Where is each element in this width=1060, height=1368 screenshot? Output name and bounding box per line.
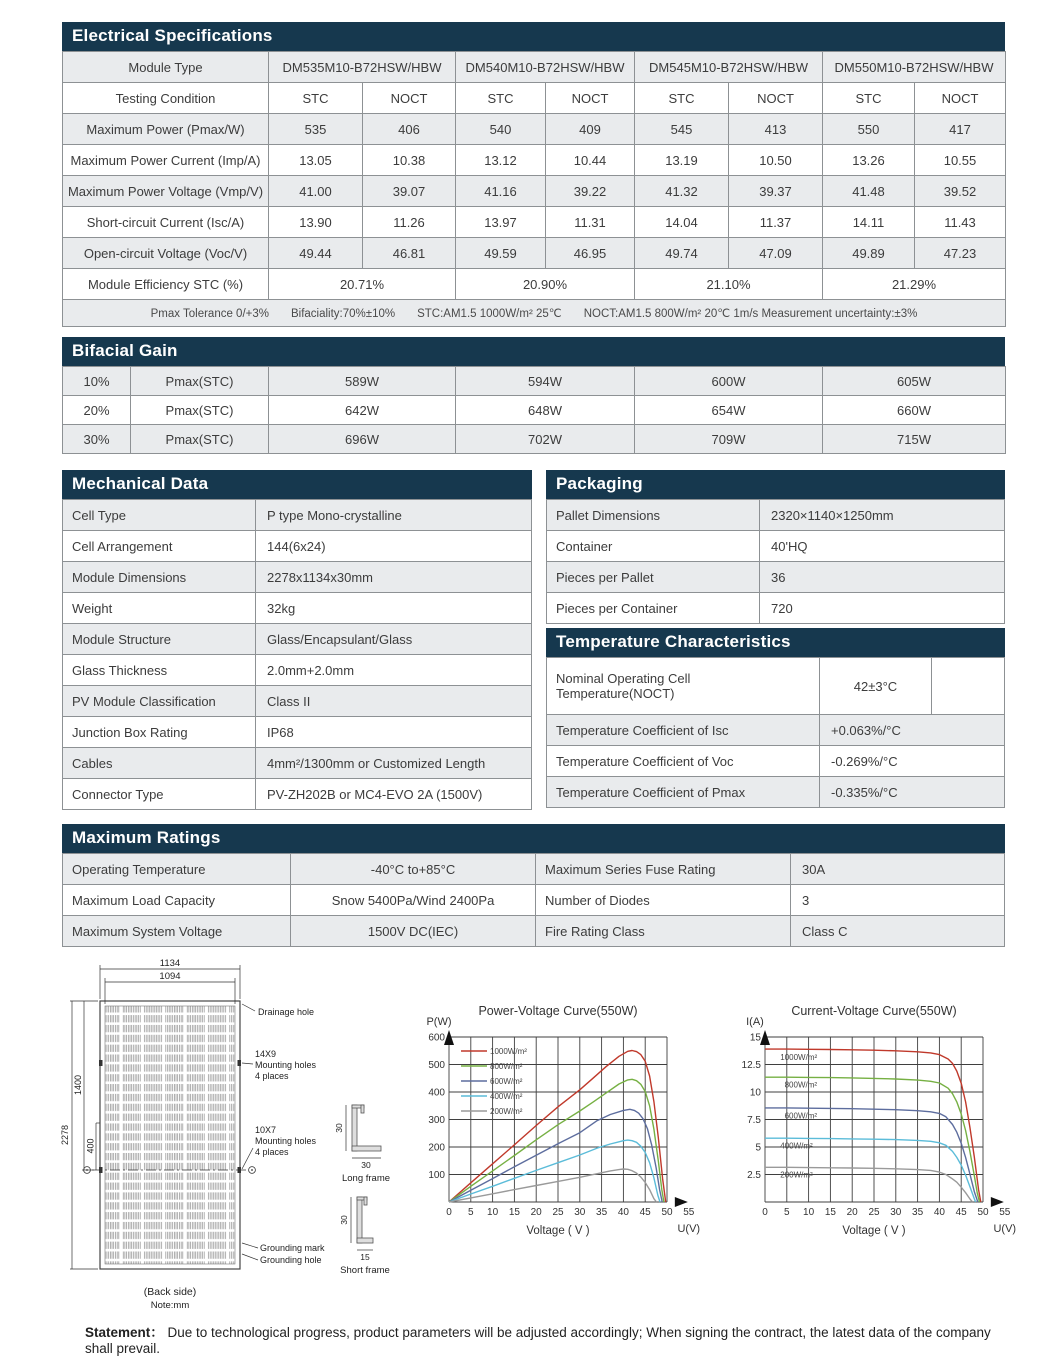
efficiency-value-cell: 20.71%: [269, 269, 456, 300]
footnote-segment: Bifaciality:70%±10%: [290, 308, 396, 320]
packaging-table: [546, 499, 1005, 624]
spec-value-cell: 10.50: [729, 145, 823, 176]
row-value: 144(6x24): [256, 531, 532, 562]
svg-text:600: 600: [428, 1032, 445, 1044]
packaging-section: [546, 470, 1005, 624]
gain-percent-cell: 20%: [63, 396, 131, 425]
svg-text:35: 35: [596, 1207, 608, 1218]
spec-value-cell: 14.04: [635, 207, 729, 238]
dim-height-outer: 2278: [60, 1124, 70, 1146]
svg-text:55: 55: [999, 1207, 1011, 1218]
svg-text:45: 45: [955, 1207, 967, 1218]
spec-value-cell: 10.55: [915, 145, 1006, 176]
noct-header-cell: NOCT: [363, 83, 456, 114]
noct-spacer: [932, 658, 1005, 715]
back-side-caption: (Back side): [143, 1286, 197, 1298]
spec-value-cell: 550: [823, 114, 915, 145]
bifacial-title: Bifacial Gain: [72, 341, 178, 360]
row-label: Weight: [63, 593, 256, 624]
row-value: 720: [760, 593, 1005, 624]
svg-text:200: 200: [428, 1142, 445, 1154]
row-value: 4mm²/1300mm or Customized Length: [256, 748, 532, 779]
row-value: -0.335%/°C: [820, 777, 1005, 808]
spec-value-cell: 13.19: [635, 145, 729, 176]
power-voltage-chart: [403, 1001, 715, 1251]
ratings-title-bar: [62, 824, 1005, 853]
mount2-line3: 4 places: [255, 1147, 289, 1157]
spec-value-cell: 14.11: [823, 207, 915, 238]
svg-text:40: 40: [617, 1207, 629, 1218]
gain-value-cell: 715W: [823, 425, 1006, 454]
row-value: 32kg: [256, 593, 532, 624]
module-type-cell: DM540M10-B72HSW/HBW: [456, 52, 635, 83]
dim-height-mid: 1400: [73, 1074, 83, 1096]
row-value: -0.269%/°C: [820, 746, 1005, 777]
gain-value-cell: 589W: [269, 367, 456, 396]
gain-label-cell: Pmax(STC): [131, 367, 269, 396]
spec-value-cell: 11.43: [915, 207, 1006, 238]
stc-header-cell: STC: [635, 83, 729, 114]
noct-header-cell: NOCT: [915, 83, 1006, 114]
svg-text:400W/m²: 400W/m²: [490, 1092, 523, 1101]
electrical-table: [62, 51, 1006, 327]
grounding-mark-label: Grounding mark: [260, 1243, 325, 1253]
row-label: Maximum System Voltage: [63, 916, 291, 947]
spec-value-cell: 13.90: [269, 207, 363, 238]
svg-text:40: 40: [933, 1207, 945, 1218]
spec-row-label: Maximum Power Current (Imp/A): [63, 145, 269, 176]
mid-columns: [62, 470, 1005, 810]
svg-text:Voltage ( V ): Voltage ( V ): [526, 1225, 590, 1237]
row-value: 2.0mm+2.0mm: [256, 655, 532, 686]
ratings-section: [62, 824, 1005, 947]
mechanical-title-bar: [62, 470, 532, 499]
svg-text:35: 35: [912, 1207, 924, 1218]
footnote-segment: NOCT:AM1.5 800W/m² 20℃ 1m/s Measurement uncertainty:±3%: [583, 308, 918, 320]
short-frame-height: 30: [339, 1215, 349, 1225]
svg-text:45: 45: [639, 1207, 651, 1218]
svg-text:Voltage ( V ): Voltage ( V ): [842, 1225, 906, 1237]
spec-value-cell: 417: [915, 114, 1006, 145]
row-value: P type Mono-crystalline: [256, 500, 532, 531]
row-label: Module Structure: [63, 624, 256, 655]
spec-value-cell: 49.44: [269, 238, 363, 269]
svg-text:U(V): U(V): [993, 1223, 1017, 1235]
row-label: Fire Rating Class: [536, 916, 791, 947]
gain-value-cell: 600W: [635, 367, 823, 396]
svg-text:800W/m²: 800W/m²: [490, 1062, 523, 1071]
svg-text:5: 5: [784, 1207, 790, 1218]
spec-row-label: Open-circuit Voltage (Voc/V): [63, 238, 269, 269]
spec-value-cell: 39.52: [915, 176, 1006, 207]
svg-text:50: 50: [661, 1207, 673, 1218]
row-label: Temperature Coefficient of Voc: [547, 746, 820, 777]
gain-value-cell: 642W: [269, 396, 456, 425]
mechanical-table: [62, 499, 532, 810]
spec-value-cell: 41.16: [456, 176, 546, 207]
curve-600W/m²: [765, 1108, 978, 1202]
ratings-title: Maximum Ratings: [72, 828, 221, 847]
svg-text:30: 30: [890, 1207, 902, 1218]
row-value: Snow 5400Pa/Wind 2400Pa: [291, 885, 536, 916]
spec-value-cell: 41.00: [269, 176, 363, 207]
temperature-section: [546, 628, 1005, 808]
bifacial-title-bar: [62, 337, 1005, 366]
row-value: 40'HQ: [760, 531, 1005, 562]
testing-condition-label: Testing Condition: [63, 83, 269, 114]
row-label: Connector Type: [63, 779, 256, 810]
mount1-line1: 14X9: [255, 1049, 277, 1059]
mount2-line2: Mounting holes: [255, 1136, 317, 1146]
row-label: Number of Diodes: [536, 885, 791, 916]
noct-label: Nominal Operating Cell Temperature(NOCT): [547, 658, 820, 715]
gain-label-cell: Pmax(STC): [131, 425, 269, 454]
row-value: +0.063%/°C: [820, 715, 1005, 746]
row-value: PV-ZH202B or MC4-EVO 2A (1500V): [256, 779, 532, 810]
gain-value-cell: 702W: [456, 425, 635, 454]
efficiency-value-cell: 21.29%: [823, 269, 1006, 300]
svg-text:25: 25: [868, 1207, 880, 1218]
spec-value-cell: 540: [456, 114, 546, 145]
panel-back-view: [84, 1001, 256, 1269]
left-dimension-lines: [70, 1001, 100, 1269]
svg-text:100: 100: [428, 1170, 445, 1181]
svg-text:400: 400: [428, 1087, 445, 1099]
svg-text:55: 55: [683, 1207, 695, 1218]
svg-text:10: 10: [487, 1207, 499, 1218]
gain-value-cell: 605W: [823, 367, 1006, 396]
noct-value: 42±3°C: [820, 658, 932, 715]
svg-text:10: 10: [749, 1087, 761, 1099]
footnote-segment: STC:AM1.5 1000W/m² 25℃: [417, 308, 562, 320]
pv-chart-wrap: [403, 1001, 715, 1256]
row-label: Maximum Load Capacity: [63, 885, 291, 916]
short-frame-label: Short frame: [340, 1265, 390, 1276]
efficiency-value-cell: 21.10%: [635, 269, 823, 300]
row-label: Junction Box Rating: [63, 717, 256, 748]
svg-text:U(V): U(V): [677, 1223, 701, 1235]
stc-header-cell: STC: [823, 83, 915, 114]
iv-chart-wrap: [715, 1001, 1037, 1256]
row-label: Temperature Coefficient of Isc: [547, 715, 820, 746]
temperature-title: Temperature Characteristics: [556, 632, 791, 651]
mount2-line1: 10X7: [255, 1125, 277, 1135]
spec-value-cell: 11.26: [363, 207, 456, 238]
spec-row-label: Short-circuit Current (Isc/A): [63, 207, 269, 238]
svg-text:P(W): P(W): [426, 1016, 452, 1028]
row-value: 3: [791, 885, 1005, 916]
gain-value-cell: 709W: [635, 425, 823, 454]
note-caption: Note:mm: [150, 1300, 190, 1311]
noct-header-cell: NOCT: [546, 83, 635, 114]
spec-value-cell: 11.31: [546, 207, 635, 238]
svg-text:600W/m²: 600W/m²: [490, 1077, 523, 1086]
row-label: Container: [547, 531, 760, 562]
grounding-hole-label: Grounding hole: [260, 1255, 322, 1265]
svg-text:5: 5: [468, 1207, 474, 1218]
spec-value-cell: 10.44: [546, 145, 635, 176]
gain-value-cell: 660W: [823, 396, 1006, 425]
long-frame-label: Long frame: [341, 1173, 391, 1184]
footnote-segment: Pmax Tolerance 0/+3%: [150, 308, 269, 320]
svg-text:Power-Voltage Curve(550W): Power-Voltage Curve(550W): [478, 1004, 638, 1018]
dim-width-outer: 1134: [159, 958, 181, 969]
statement-text: Due to technological progress, product parameters will be adjusted accordingly; When signing the contract, the latest data of the company shall prevail.: [85, 1325, 991, 1356]
row-value: Class II: [256, 686, 532, 717]
curve-600W/m²: [449, 1109, 662, 1202]
spec-value-cell: 49.89: [823, 238, 915, 269]
spec-value-cell: 409: [546, 114, 635, 145]
row-label: Maximum Series Fuse Rating: [536, 854, 791, 885]
gain-label-cell: Pmax(STC): [131, 396, 269, 425]
svg-text:10: 10: [803, 1207, 815, 1218]
row-label: Cell Type: [63, 500, 256, 531]
statement-label: Statement：: [85, 1325, 164, 1340]
svg-text:5: 5: [755, 1142, 761, 1154]
svg-text:20: 20: [846, 1207, 858, 1218]
svg-text:600W/m²: 600W/m²: [784, 1111, 818, 1121]
spec-value-cell: 41.32: [635, 176, 729, 207]
module-type-cell: DM550M10-B72HSW/HBW: [823, 52, 1006, 83]
svg-text:25: 25: [552, 1207, 564, 1218]
mechanical-title: Mechanical Data: [72, 474, 209, 493]
row-value: Class C: [791, 916, 1005, 947]
gain-value-cell: 594W: [456, 367, 635, 396]
short-frame-section: [339, 1197, 390, 1276]
row-value: 2320×1140×1250mm: [760, 500, 1005, 531]
drainage-hole-label: Drainage hole: [258, 1007, 315, 1017]
svg-text:500: 500: [428, 1060, 445, 1071]
row-value: Glass/Encapsulant/Glass: [256, 624, 532, 655]
mount1-line3: 4 places: [255, 1071, 289, 1081]
stc-header-cell: STC: [269, 83, 363, 114]
dim-width-inner: 1094: [159, 971, 181, 982]
module-type-cell: DM545M10-B72HSW/HBW: [635, 52, 823, 83]
row-value: IP68: [256, 717, 532, 748]
row-value: 2278x1134x30mm: [256, 562, 532, 593]
spec-value-cell: 41.48: [823, 176, 915, 207]
bifacial-table: [62, 366, 1006, 454]
row-label: Pieces per Pallet: [547, 562, 760, 593]
short-frame-width: 15: [360, 1252, 370, 1262]
current-voltage-chart: [715, 1001, 1037, 1251]
efficiency-value-cell: 20.90%: [456, 269, 635, 300]
gain-value-cell: 648W: [456, 396, 635, 425]
svg-text:15: 15: [824, 1207, 836, 1218]
long-frame-width: 30: [361, 1160, 371, 1170]
spec-value-cell: 47.23: [915, 238, 1006, 269]
svg-text:800W/m²: 800W/m²: [784, 1080, 818, 1090]
svg-text:0: 0: [762, 1207, 768, 1218]
mount1-line2: Mounting holes: [255, 1060, 317, 1070]
row-label: Module Dimensions: [63, 562, 256, 593]
svg-text:0: 0: [446, 1207, 452, 1218]
long-frame-section: [334, 1105, 390, 1184]
row-value: 36: [760, 562, 1005, 593]
spec-value-cell: 535: [269, 114, 363, 145]
spec-value-cell: 413: [729, 114, 823, 145]
statement: [85, 1321, 1010, 1356]
stc-header-cell: STC: [456, 83, 546, 114]
packaging-title-bar: [546, 470, 1005, 499]
spec-value-cell: 13.05: [269, 145, 363, 176]
spec-value-cell: 13.26: [823, 145, 915, 176]
row-value: -40°C to+85°C: [291, 854, 536, 885]
row-value: 1500V DC(IEC): [291, 916, 536, 947]
svg-text:1000W/m²: 1000W/m²: [780, 1053, 818, 1063]
gain-value-cell: 696W: [269, 425, 456, 454]
long-frame-height: 30: [334, 1123, 344, 1133]
svg-text:20: 20: [530, 1207, 542, 1218]
electrical-title: Electrical Specifications: [72, 26, 273, 45]
row-label: Cell Arrangement: [63, 531, 256, 562]
svg-text:1000W/m²: 1000W/m²: [490, 1047, 527, 1056]
svg-text:300: 300: [428, 1115, 445, 1126]
spec-value-cell: 11.37: [729, 207, 823, 238]
module-drawing: [58, 955, 403, 1317]
electrical-section: [62, 22, 1005, 327]
spec-value-cell: 13.12: [456, 145, 546, 176]
row-label: Operating Temperature: [63, 854, 291, 885]
row-value: 30A: [791, 854, 1005, 885]
ratings-table: [62, 853, 1005, 947]
svg-text:200W/m²: 200W/m²: [780, 1170, 813, 1180]
packaging-title: Packaging: [556, 474, 643, 493]
spec-value-cell: 39.22: [546, 176, 635, 207]
spec-value-cell: 39.07: [363, 176, 456, 207]
svg-text:2.5: 2.5: [747, 1170, 761, 1181]
module-type-label: Module Type: [63, 52, 269, 83]
dim-height-inner: 400: [85, 1138, 96, 1154]
svg-text:7.5: 7.5: [747, 1115, 761, 1126]
row-label: Pallet Dimensions: [547, 500, 760, 531]
efficiency-label: Module Efficiency STC (%): [63, 269, 269, 300]
bifacial-section: [62, 337, 1005, 454]
svg-text:400W/m²: 400W/m²: [780, 1141, 813, 1151]
temperature-title-bar: [546, 628, 1005, 657]
row-label: Temperature Coefficient of Pmax: [547, 777, 820, 808]
spec-value-cell: 13.97: [456, 207, 546, 238]
svg-text:50: 50: [977, 1207, 989, 1218]
spec-value-cell: 39.37: [729, 176, 823, 207]
svg-text:Current-Voltage Curve(550W): Current-Voltage Curve(550W): [791, 1004, 957, 1018]
spec-row-label: Maximum Power Voltage (Vmp/V): [63, 176, 269, 207]
row-label: Pieces per Container: [547, 593, 760, 624]
temperature-table: [546, 657, 1005, 808]
right-column: [546, 470, 1005, 808]
gain-value-cell: 654W: [635, 396, 823, 425]
svg-text:15: 15: [749, 1032, 761, 1044]
svg-text:30: 30: [574, 1207, 586, 1218]
noct-header-cell: NOCT: [729, 83, 823, 114]
electrical-title-bar: [62, 22, 1005, 51]
module-type-cell: DM535M10-B72HSW/HBW: [269, 52, 456, 83]
spec-value-cell: 46.81: [363, 238, 456, 269]
row-label: Glass Thickness: [63, 655, 256, 686]
curve-400W/m²: [449, 1140, 660, 1202]
spec-value-cell: 47.09: [729, 238, 823, 269]
footnote-cell: [63, 300, 1006, 327]
spec-row-label: Maximum Power (Pmax/W): [63, 114, 269, 145]
gain-percent-cell: 30%: [63, 425, 131, 454]
svg-text:15: 15: [508, 1207, 520, 1218]
gain-percent-cell: 10%: [63, 367, 131, 396]
figures-row: [58, 955, 1060, 1317]
row-label: Cables: [63, 748, 256, 779]
spec-value-cell: 46.95: [546, 238, 635, 269]
svg-text:I(A): I(A): [746, 1016, 764, 1028]
mechanical-section: [62, 470, 532, 810]
spec-value-cell: 10.38: [363, 145, 456, 176]
spec-value-cell: 545: [635, 114, 729, 145]
row-label: PV Module Classification: [63, 686, 256, 717]
spec-value-cell: 49.74: [635, 238, 729, 269]
spec-value-cell: 49.59: [456, 238, 546, 269]
spec-value-cell: 406: [363, 114, 456, 145]
svg-text:12.5: 12.5: [741, 1060, 761, 1071]
svg-text:200W/m²: 200W/m²: [490, 1107, 523, 1116]
